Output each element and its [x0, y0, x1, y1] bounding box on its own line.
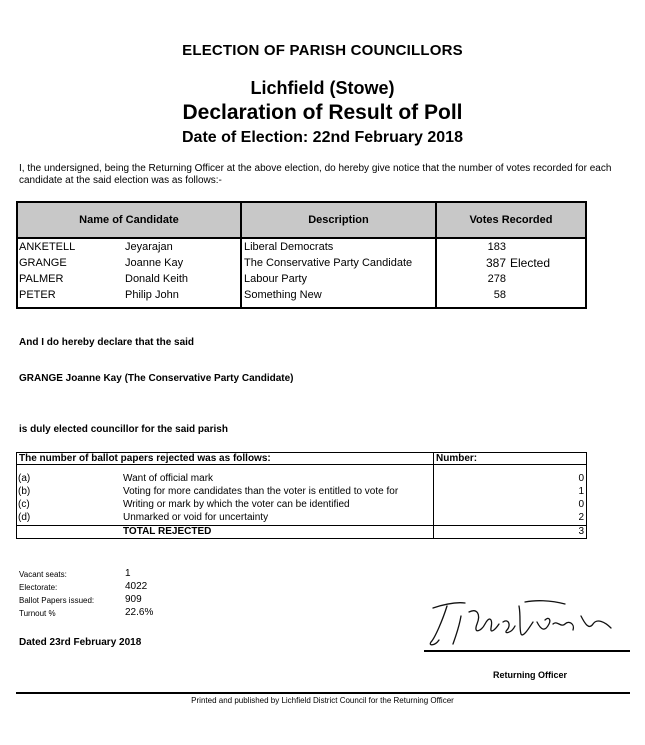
intro-paragraph: I, the undersigned, being the Returning Officer at the above election, do hereby give notice that the number of votes recorded for each candidate at the said election was as follows:- — [19, 163, 612, 186]
total-rejected-value: 3 — [578, 526, 584, 537]
table-border — [586, 452, 587, 539]
candidate-forenames: Philip John — [125, 289, 179, 301]
candidate-description: Liberal Democrats — [244, 241, 334, 253]
reason-number: 0 — [578, 499, 584, 510]
reason-number: 1 — [578, 486, 584, 497]
stat-value: 22.6% — [125, 607, 154, 618]
reason-code: (c) — [18, 499, 30, 510]
table-border — [433, 452, 434, 539]
returning-officer-signature — [425, 594, 625, 654]
reason-text: Unmarked or void for uncertainty — [123, 512, 269, 523]
stat-label: Vacant seats: — [19, 570, 67, 579]
candidate-votes: 278 — [487, 273, 506, 285]
ward-name: Lichfield (Stowe) — [250, 78, 395, 98]
election-date: Date of Election: 22nd February 2018 — [182, 129, 463, 146]
column-divider — [240, 203, 242, 307]
candidate-description: Something New — [244, 289, 322, 301]
declaration-line-1: And I do hereby declare that the said — [19, 337, 195, 348]
returning-officer-label: Returning Officer — [493, 670, 568, 680]
signature-rule — [424, 650, 630, 652]
candidate-description: Labour Party — [244, 273, 307, 285]
number-header: Number: — [436, 453, 478, 464]
stat-label: Electorate: — [19, 583, 58, 592]
declaration-heading: Declaration of Result of Poll — [182, 101, 463, 124]
stat-value: 1 — [125, 568, 131, 579]
reason-number: 0 — [578, 473, 584, 484]
candidate-forenames: Jeyarajan — [125, 241, 173, 253]
candidate-votes: 58 — [493, 289, 506, 301]
candidate-votes: 387 — [485, 256, 506, 270]
document-title: ELECTION OF PARISH COUNCILLORS — [182, 42, 463, 59]
rejected-ballots-table — [16, 452, 587, 539]
table-border — [16, 452, 17, 539]
footer-rule — [16, 692, 630, 694]
declaration-line-2: is duly elected councillor for the said parish — [19, 424, 228, 435]
elected-candidate: GRANGE Joanne Kay (The Conservative Party Candidate) — [19, 373, 294, 384]
candidate-status: Elected — [510, 256, 551, 270]
reason-code: (a) — [18, 473, 31, 484]
candidate-forenames: Donald Keith — [125, 273, 188, 285]
rejected-header: The number of ballot papers rejected was as follows: — [19, 453, 271, 464]
column-divider — [435, 203, 437, 307]
header-name-of-candidate: Name of Candidate — [18, 203, 240, 239]
header-votes-recorded: Votes Recorded — [437, 203, 585, 239]
reason-code: (b) — [18, 486, 31, 497]
candidate-surname: PETER — [19, 289, 56, 301]
candidate-surname: PALMER — [19, 273, 64, 285]
reason-text: Writing or mark by which the voter can be identified — [123, 499, 350, 510]
reason-code: (d) — [18, 512, 31, 523]
footer-note: Printed and published by Lichfield District Council for the Returning Officer — [191, 696, 454, 705]
reason-text: Want of official mark — [123, 473, 214, 484]
candidate-description: The Conservative Party Candidate — [244, 257, 413, 269]
reason-number: 2 — [578, 512, 584, 523]
stat-label: Turnout % — [19, 609, 56, 618]
candidate-surname: ANKETELL — [19, 241, 76, 253]
stat-value: 909 — [125, 594, 142, 605]
reason-text: Voting for more candidates than the voter is entitled to vote for — [123, 486, 399, 497]
stat-value: 4022 — [125, 581, 148, 592]
candidate-votes: 183 — [487, 241, 506, 253]
total-rejected-label: TOTAL REJECTED — [123, 526, 212, 537]
table-border — [16, 538, 587, 539]
candidate-surname: GRANGE — [19, 257, 67, 269]
candidate-forenames: Joanne Kay — [125, 257, 184, 269]
table-border — [16, 525, 587, 526]
candidates-table — [16, 201, 587, 309]
stat-label: Ballot Papers issued: — [19, 596, 95, 605]
dated-line: Dated 23rd February 2018 — [19, 637, 142, 648]
header-description: Description — [242, 203, 435, 239]
